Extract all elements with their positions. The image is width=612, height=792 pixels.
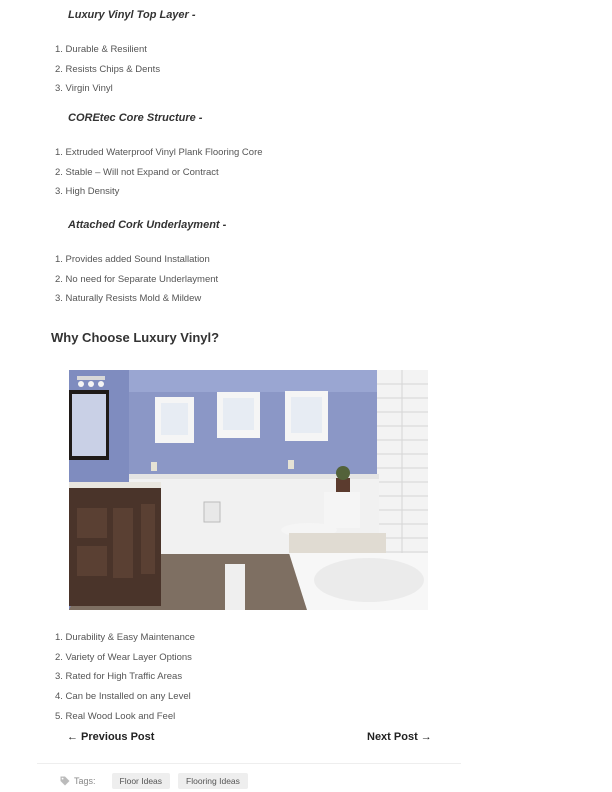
why-choose-title: Why Choose Luxury Vinyl? [51, 330, 220, 345]
next-post-link[interactable]: Next Post → [367, 731, 432, 743]
list-item: 5. Real Wood Look and Feel [55, 710, 176, 722]
list-item: 2. Resists Chips & Dents [55, 63, 161, 75]
tags-label: Tags: [74, 776, 96, 786]
tag-icon [60, 776, 70, 786]
list-item: 3. Virgin Vinyl [55, 83, 113, 95]
previous-post-link[interactable]: ← Previous Post [67, 731, 155, 743]
section-heading-top-layer: Luxury Vinyl Top Layer - [68, 9, 196, 21]
list-item: 4. Can be Installed on any Level [55, 691, 191, 703]
list-item: 1. Extruded Waterproof Vinyl Plank Flooring Core [55, 147, 263, 158]
list-item: 2. Stable – Will not Expand or Contract [55, 166, 219, 178]
list-item: 1. Durability & Easy Maintenance [55, 632, 195, 643]
list-item: 1. Durable & Resilient [55, 44, 147, 55]
list-item: 2. No need for Separate Underlayment [55, 273, 219, 285]
list-item: 3. Naturally Resists Mold & Mildew [55, 293, 202, 305]
list-item: 2. Variety of Wear Layer Options [55, 651, 192, 663]
cork-underlayment-feature-list [55, 250, 218, 309]
tags-row [60, 773, 256, 789]
top-layer-feature-list [55, 40, 160, 99]
bathroom-photo [69, 370, 428, 610]
section-heading-core-structure: COREtec Core Structure - [68, 112, 203, 124]
core-structure-feature-list [55, 143, 263, 202]
list-item: 1. Provides added Sound Installation [55, 254, 210, 265]
list-item: 3. High Density [55, 186, 120, 198]
tag-flooring-ideas[interactable]: Flooring Ideas [178, 773, 248, 789]
tag-floor-ideas[interactable]: Floor Ideas [112, 773, 171, 789]
list-item: 3. Rated for High Traffic Areas [55, 671, 183, 683]
section-heading-cork-underlayment: Attached Cork Underlayment - [68, 219, 227, 231]
why-choose-feature-list [55, 628, 195, 726]
post-footer-divider [37, 763, 461, 764]
